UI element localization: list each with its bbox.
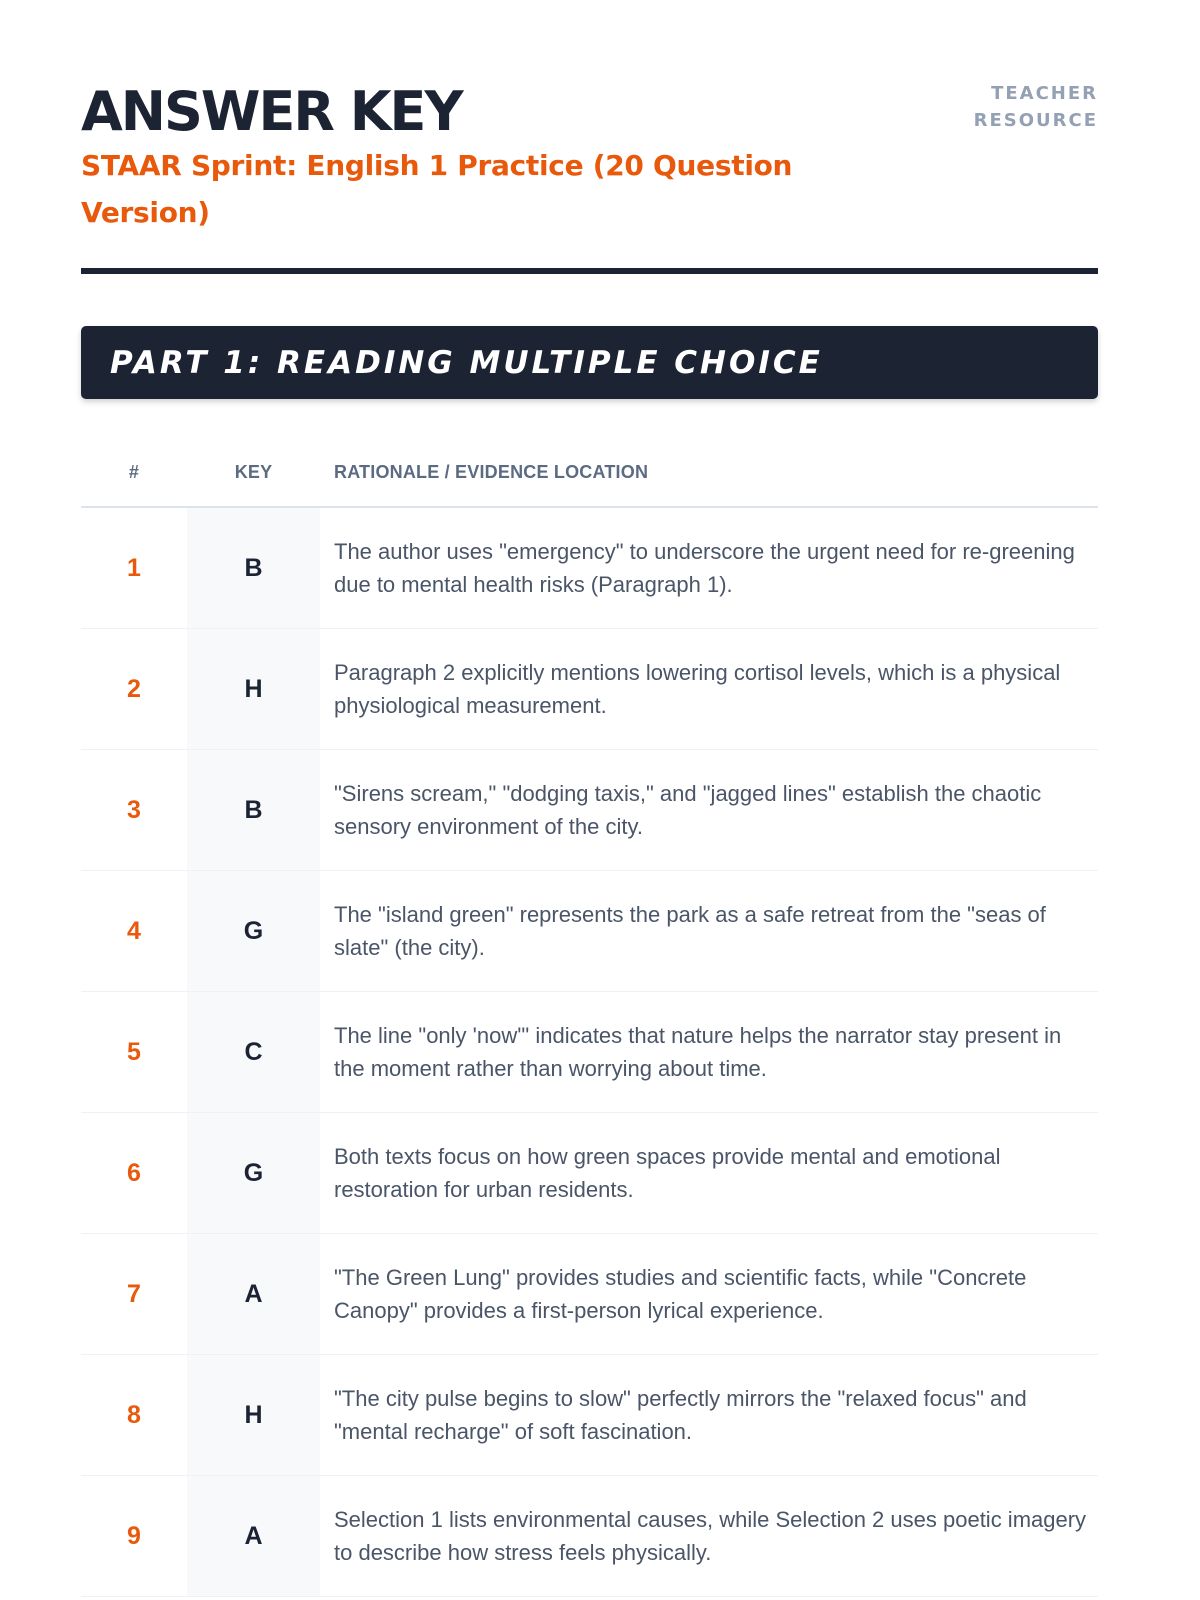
rationale-text: "The city pulse begins to slow" perfectly mirrors the "relaxed focus" and "mental recharge" of soft fascination.: [334, 1386, 1027, 1444]
table-row: [81, 1355, 1098, 1476]
question-number: 5: [127, 1037, 141, 1066]
table-row: [81, 1234, 1098, 1355]
rationale-text: "Sirens scream," "dodging taxis," and "jagged lines" establish the chaotic sensory environment of the city.: [334, 781, 1042, 839]
table-header: [81, 439, 1098, 508]
table-body: [81, 508, 1098, 1597]
table-row: [81, 750, 1098, 871]
answer-key-letter: H: [187, 1355, 320, 1475]
rationale-text: The "island green" represents the park as a safe retreat from the "seas of slate" (the city).: [334, 902, 1046, 960]
page-header: [81, 0, 1098, 268]
table-row: [81, 629, 1098, 750]
answer-key-letter: A: [187, 1234, 320, 1354]
table-row: [81, 508, 1098, 629]
rationale-text: The author uses "emergency" to underscore the urgent need for re-greening due to mental health risks (Paragraph 1).: [334, 539, 1075, 597]
page-title: ANSWER KEY: [81, 80, 462, 143]
section-header: [81, 326, 1098, 399]
question-number: 1: [127, 553, 141, 582]
answer-table: [81, 439, 1098, 1597]
column-header-rationale: RATIONALE / EVIDENCE LOCATION: [334, 462, 649, 482]
rationale-text: "The Green Lung" provides studies and scientific facts, while "Concrete Canopy" provides a first-person lyrical experience.: [334, 1265, 1027, 1323]
column-header-key: KEY: [234, 462, 273, 482]
table-row: [81, 1113, 1098, 1234]
answer-key-letter: A: [187, 1476, 320, 1596]
question-number: 3: [127, 795, 141, 824]
rationale-text: Selection 1 lists environmental causes, while Selection 2 uses poetic imagery to describe how stress feels physically.: [334, 1507, 1087, 1565]
column-header-number: #: [128, 462, 140, 482]
table-row: [81, 871, 1098, 992]
question-number: 8: [127, 1400, 141, 1429]
tag-line-1: TEACHER: [991, 83, 1098, 104]
header-divider: [81, 268, 1098, 274]
question-number: 4: [127, 916, 141, 945]
answer-key-letter: B: [187, 750, 320, 870]
answer-key-letter: C: [187, 992, 320, 1112]
answer-key-letter: B: [187, 508, 320, 628]
rationale-text: Paragraph 2 explicitly mentions lowering cortisol levels, which is a physical physiological measurement.: [334, 660, 1061, 718]
answer-key-letter: H: [187, 629, 320, 749]
table-row: [81, 1476, 1098, 1597]
question-number: 9: [127, 1521, 141, 1550]
tag-line-2: RESOURCE: [973, 110, 1098, 131]
table-row: [81, 992, 1098, 1113]
section-title: PART 1: READING MULTIPLE CHOICE: [110, 344, 823, 381]
rationale-text: Both texts focus on how green spaces provide mental and emotional restoration for urban residents.: [334, 1144, 1001, 1202]
rationale-text: The line "only 'now'" indicates that nature helps the narrator stay present in the moment rather than worrying about time.: [334, 1023, 1062, 1081]
answer-key-letter: G: [187, 871, 320, 991]
answer-key-letter: G: [187, 1113, 320, 1233]
question-number: 2: [127, 674, 141, 703]
question-number: 6: [127, 1158, 141, 1187]
question-number: 7: [127, 1279, 141, 1308]
page-subtitle: STAAR Sprint: English 1 Practice (20 Question Version): [81, 149, 793, 229]
teacher-resource-tag: [938, 80, 1098, 134]
